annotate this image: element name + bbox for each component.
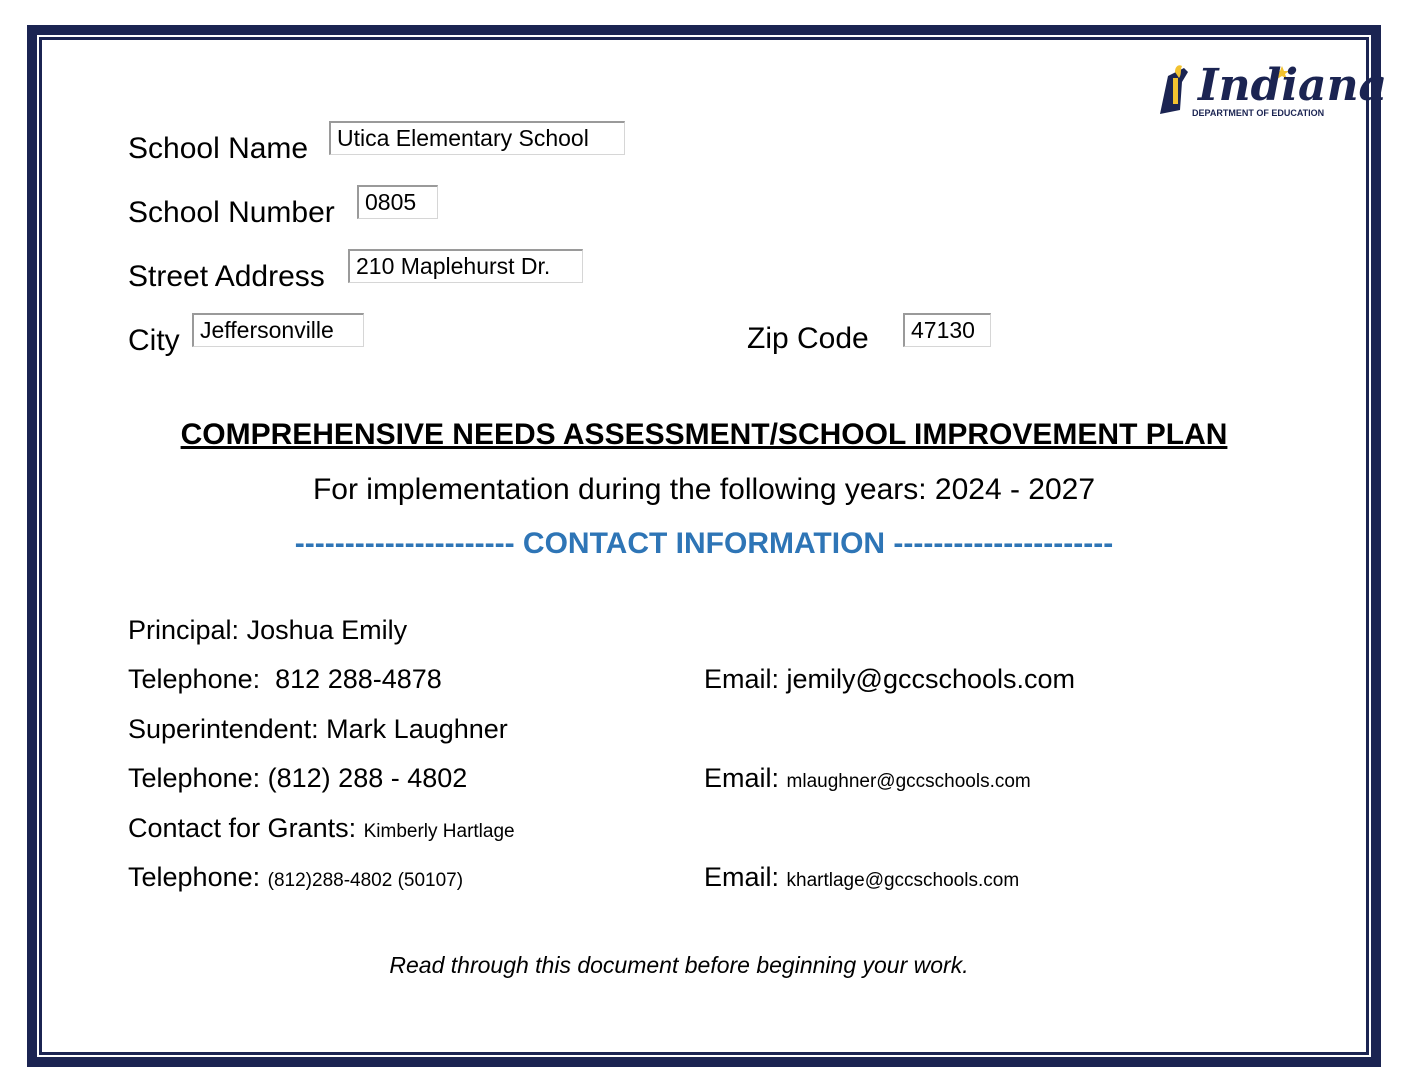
grants-email-label: Email: bbox=[704, 862, 780, 892]
grants-phone-label: Telephone: bbox=[128, 862, 261, 892]
grants-contact-name: Kimberly Hartlage bbox=[363, 821, 515, 842]
superintendent-label: Superintendent: bbox=[128, 714, 319, 744]
city-field[interactable]: Jeffersonville bbox=[192, 313, 364, 347]
indiana-doe-logo bbox=[1158, 60, 1388, 120]
logo-wordmark: Indiana bbox=[1198, 60, 1388, 111]
principal-phone: 812 288-4878 bbox=[275, 664, 442, 694]
logo-tagline: DEPARTMENT OF EDUCATION bbox=[1192, 108, 1325, 118]
street-address-label: Street Address bbox=[128, 260, 325, 293]
principal-phone-label: Telephone: bbox=[128, 664, 261, 694]
grants-contact-label: Contact for Grants: bbox=[128, 813, 357, 843]
grants-email-row bbox=[704, 861, 1019, 897]
school-number-field[interactable]: 0805 bbox=[357, 185, 438, 219]
implementation-years: For implementation during the following years: 2024 - 2027 bbox=[312, 473, 1096, 506]
footer-instruction: Read through this document before beginning your work. bbox=[389, 952, 969, 978]
principal-email[interactable]: jemily@gccschools.com bbox=[786, 664, 1076, 694]
principal-email-label: Email: bbox=[704, 664, 780, 694]
document-title: COMPREHENSIVE NEEDS ASSESSMENT/SCHOOL IMPROVEMENT PLAN bbox=[180, 418, 1228, 451]
principal-phone-row bbox=[128, 663, 442, 695]
principal-row bbox=[128, 614, 407, 646]
superintendent-row bbox=[128, 713, 508, 745]
superintendent-email[interactable]: mlaughner@gccschools.com bbox=[786, 771, 1031, 792]
superintendent-phone-label: Telephone: bbox=[128, 763, 261, 793]
principal-label: Principal: bbox=[128, 615, 240, 645]
superintendent-email-row bbox=[704, 762, 1031, 798]
zip-code-label: Zip Code bbox=[747, 322, 869, 355]
contact-information-heading: ---------------------- CONTACT INFORMATION ---------------------- bbox=[294, 527, 1114, 560]
grants-contact-row bbox=[128, 812, 515, 848]
school-name-field[interactable]: Utica Elementary School bbox=[329, 121, 625, 155]
city-label: City bbox=[128, 324, 180, 357]
school-name-label: School Name bbox=[128, 132, 309, 165]
school-number-label: School Number bbox=[128, 196, 335, 229]
grants-phone: (812)288-4802 (50107) bbox=[267, 870, 464, 891]
superintendent-email-label: Email: bbox=[704, 763, 780, 793]
superintendent-phone: (812) 288 - 4802 bbox=[267, 763, 468, 793]
street-address-field[interactable]: 210 Maplehurst Dr. bbox=[348, 249, 583, 283]
superintendent-phone-row bbox=[128, 762, 467, 794]
principal-email-row bbox=[704, 663, 1075, 695]
grants-email[interactable]: khartlage@gccschools.com bbox=[786, 870, 1020, 891]
zip-code-field[interactable]: 47130 bbox=[903, 313, 991, 347]
superintendent-name: Mark Laughner bbox=[326, 714, 508, 744]
grants-phone-row bbox=[128, 861, 463, 897]
principal-name: Joshua Emily bbox=[246, 615, 408, 645]
